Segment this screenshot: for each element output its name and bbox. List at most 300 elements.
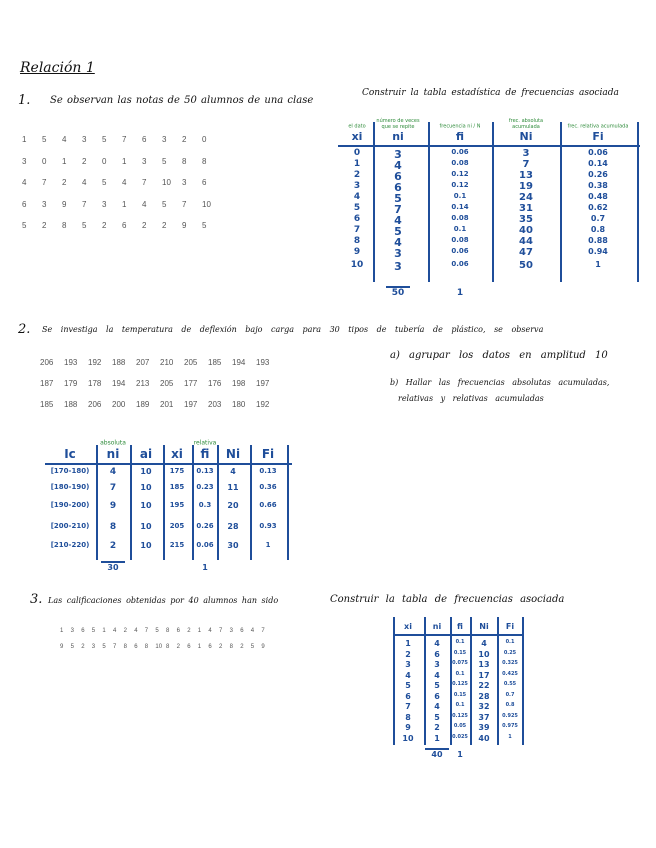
table-cell: 4 [109,467,117,477]
data-value: 192 [256,400,270,409]
column-header: Ni [479,622,489,631]
table-cell: 8 [109,522,117,532]
data-value: 10 [162,178,171,187]
table-cell: 195 [169,501,185,509]
table-cell: 0.06 [588,148,608,157]
table-cell: 47 [519,247,533,258]
data-value: 8 [229,644,233,650]
data-value: 5 [250,644,255,650]
data-value: 3 [42,199,47,209]
table-cell: [180-190) [50,483,90,491]
column-header: fi [457,622,463,631]
data-value: 10 [202,199,211,209]
table-cell: 0.975 [502,723,518,729]
table-cell: 3 [405,660,411,669]
data-value: 5 [91,628,96,634]
table-cell: [190-200) [50,501,90,509]
data-value: 2 [187,628,191,634]
table-cell: 0.26 [588,170,608,179]
table-cell: 0.62 [588,203,608,212]
data-value: 1 [197,644,202,650]
column-note: relativa [193,439,217,447]
table-cell: 5 [394,192,402,205]
table-cell: 0.94 [588,247,608,256]
table-cell: 10 [140,467,152,476]
data-value: 180 [232,400,246,409]
data-value: 3 [142,156,147,166]
data-value: 1 [197,628,202,634]
data-value: 194 [112,379,126,388]
table-cell: 185 [169,483,185,491]
table-cell: 10 [140,483,152,492]
data-value: 6 [240,628,244,634]
column-note: número de veces que se repite [376,118,420,130]
table-cell: 4 [394,214,402,227]
data-value: 0 [202,135,207,144]
data-value: 7 [219,628,223,634]
data-value: 185 [208,358,222,367]
table-cell: 0.1 [455,639,465,645]
column-divider [637,122,639,282]
table-cell: 4 [394,236,402,249]
column-header: Fi [505,622,515,631]
data-value: 2 [81,644,85,650]
table-cell: 0.36 [259,483,277,491]
data-value: 6 [22,199,27,209]
column-note: frecuencia ni / N [439,123,481,130]
data-value: 2 [182,135,187,144]
data-value: 5 [22,221,27,230]
table-cell: 2 [405,649,411,659]
column-divider [428,122,430,282]
total-fi: 1 [202,563,208,572]
table-cell: 1 [434,733,440,743]
data-value: 176 [208,379,222,388]
data-value: 6 [202,178,207,187]
data-value: 2 [176,644,180,650]
column-divider [560,122,562,282]
column-divider [522,617,524,745]
table-cell: 4 [394,159,402,172]
table-cell: 0.13 [259,467,277,475]
data-value: 8 [123,644,127,650]
table-cell: 6 [434,649,440,659]
data-value: 189 [136,400,150,409]
column-divider [130,445,132,560]
table-cell: 7 [405,702,411,711]
header-divider [393,634,524,636]
data-value: 9 [261,644,265,650]
data-value: 185 [40,400,54,409]
table-cell: 28 [227,522,239,531]
column-divider [470,617,472,745]
table-cell: 9 [405,723,411,732]
data-value: 7 [122,135,127,144]
data-value: 201 [160,400,174,409]
table-cell: 0.325 [502,660,518,666]
table-cell: 0.38 [588,181,608,190]
p3-statement: Las calificaciones obtenidas por 40 alumnos han sido [48,596,279,605]
table-cell: 2 [109,541,117,551]
data-value: 3 [102,199,107,209]
table-cell: 0.7 [505,691,515,698]
table-cell: 32 [478,702,490,711]
column-divider [492,122,494,282]
p3-number: 3. [30,592,43,607]
data-value: 5 [70,644,74,650]
table-cell: 40 [519,225,533,236]
total-ni: 30 [107,563,119,572]
data-value: 213 [136,379,150,388]
data-value: 2 [82,156,87,166]
table-cell: 6 [394,181,402,194]
data-value: 178 [88,379,102,388]
data-value: 188 [64,400,78,409]
p2-statement: Se investiga la temperatura de deflexión bajo carga para 30 tipos de tubería de plástico, se observa [42,325,544,334]
table-cell: 3 [394,148,402,161]
header-divider [45,463,292,465]
table-cell: 7 [522,159,530,170]
table-cell: 10 [140,501,152,510]
data-value: 2 [162,221,167,230]
table-cell: 13 [478,660,490,669]
table-cell: 0.26 [196,522,214,530]
data-value: 7 [82,199,87,209]
table-cell: 0.12 [451,170,469,178]
table-cell: 0.7 [590,214,606,223]
data-value: 197 [256,379,270,388]
table-cell: 4 [405,670,411,680]
table-cell: [210-220) [50,541,90,549]
table-cell: [170-180) [50,467,90,475]
column-header: fi [200,447,210,461]
column-divider [287,445,289,560]
column-note: el dato [348,123,366,130]
table-cell: 0.025 [452,733,468,740]
table-cell: 205 [169,522,185,530]
table-cell: 6 [405,691,411,701]
table-cell: 35 [519,214,533,225]
data-value: 6 [142,135,147,144]
table-cell: 6 [394,170,402,183]
table-cell: 8 [405,712,411,722]
data-value: 4 [22,178,27,187]
column-divider [192,445,194,560]
data-value: 4 [122,178,127,187]
table-cell: 3 [434,660,440,669]
table-cell: 39 [478,723,490,732]
table-cell: 5 [434,681,440,690]
table-cell: 0.1 [455,670,465,677]
data-value: 193 [256,358,270,367]
table-cell: 0.075 [452,660,468,666]
data-value: 192 [88,358,102,367]
data-value: 5 [155,628,159,634]
data-value: 2 [123,628,127,634]
table-cell: 2 [434,723,440,732]
column-header: xi [171,447,183,461]
column-header: ni [106,447,120,461]
table-cell: 44 [519,236,533,247]
data-value: 1 [62,156,67,166]
table-cell: 0.08 [451,236,469,244]
table-cell: 24 [519,192,533,203]
table-cell: 37 [478,712,490,722]
table-cell: 0.25 [503,649,517,656]
data-value: 4 [250,628,255,634]
data-value: 4 [208,628,212,634]
data-value: 8 [166,628,170,634]
data-value: 5 [82,221,87,230]
column-header: Ni [225,447,241,461]
table-cell: 0.08 [451,159,469,167]
table-cell: 10 [478,649,490,659]
data-value: 197 [184,400,198,409]
table-cell: 1 [265,541,271,549]
data-value: 3 [82,135,87,144]
table-cell: 0.06 [451,260,469,268]
table-cell: 1 [405,639,411,648]
data-value: 193 [64,358,78,367]
data-value: 210 [160,358,174,367]
data-value: 2 [240,644,244,650]
p2-task-a: a) agrupar los datos en amplitud 10 [390,350,608,361]
data-value: 1 [60,628,64,634]
data-value: 2 [142,221,147,230]
table-cell: 30 [227,541,239,550]
table-cell: 175 [169,467,185,475]
table-cell: 7 [109,483,117,493]
table-cell: 6 [434,691,440,701]
column-header: Ni [519,130,533,143]
data-value: 0 [102,156,107,166]
table-cell: 11 [227,483,239,492]
table-cell: 5 [405,681,411,690]
data-value: 5 [42,135,47,144]
table-cell: [200-210) [50,522,90,530]
table-cell: 5 [353,203,361,213]
table-cell: 0.06 [451,247,469,255]
column-divider [497,617,499,745]
data-value: 207 [136,358,150,367]
table-cell: 0.66 [259,501,277,509]
data-value: 9 [60,644,64,650]
data-value: 6 [208,644,212,650]
table-cell: 0.08 [451,214,469,222]
data-value: 1 [22,135,27,144]
table-cell: 0.3 [198,501,212,509]
data-value: 4 [113,628,117,634]
table-cell: 10 [350,260,364,270]
table-cell: 215 [169,541,185,549]
table-cell: 3 [394,260,402,273]
data-value: 205 [184,358,198,367]
data-value: 0 [42,156,47,166]
table-cell: 2 [353,170,361,180]
table-cell: 3 [522,148,530,159]
data-value: 5 [102,644,106,650]
data-value: 8 [166,644,170,650]
data-value: 194 [232,358,246,367]
data-value: 7 [142,178,147,187]
table-cell: 1 [595,260,601,269]
table-cell: 31 [519,203,533,214]
data-value: 5 [102,135,107,144]
data-value: 206 [40,358,54,367]
p2-task-b: b) Hallar las frecuencias absolutas acumuladas, [390,378,610,387]
table-cell: 0.93 [259,522,277,530]
table-cell: 10 [140,522,152,531]
data-value: 2 [219,644,223,650]
p3-task: Construir la tabla de frecuencias asociada [330,594,565,605]
data-value: 6 [176,628,180,634]
table-cell: 0.05 [453,723,467,729]
column-header: ai [139,447,153,461]
table-cell: 4 [434,670,440,680]
data-value: 3 [162,135,167,144]
table-cell: 3 [394,247,402,260]
data-value: 200 [112,400,126,409]
table-cell: 0.06 [451,148,469,156]
table-cell: 0.15 [453,649,467,656]
total-ni: 40 [431,750,443,759]
table-cell: 28 [478,691,490,701]
column-header: ni [432,622,442,631]
column-header: fi [455,130,465,143]
data-value: 3 [91,644,96,650]
data-value: 203 [208,400,222,409]
table-cell: 5 [434,712,440,722]
p1-task: Construir la tabla estadística de frecuencias asociada [362,88,619,98]
data-value: 198 [232,379,246,388]
table-cell: 4 [230,467,236,476]
data-value: 205 [160,379,174,388]
table-cell: 13 [519,170,533,181]
table-cell: 0.125 [452,681,468,687]
data-value: 7 [144,628,149,634]
table-cell: 10 [140,541,152,550]
table-cell: 7 [394,203,402,216]
column-divider [96,445,98,560]
table-cell: 0.88 [588,236,608,245]
total-fi: 1 [456,288,464,298]
column-divider [424,617,426,745]
table-cell: 0.1 [505,639,515,645]
table-cell: 0.12 [451,181,469,189]
column-divider [217,445,219,560]
data-value: 1 [122,199,127,209]
data-value: 3 [229,628,233,634]
data-value: 5 [162,199,167,209]
table-cell: 0.8 [590,225,606,234]
table-cell: 0.06 [196,541,214,549]
table-cell: 17 [478,670,490,680]
data-value: 9 [182,221,187,230]
data-value: 1 [122,156,127,166]
data-value: 5 [202,221,207,230]
table-cell: 0.8 [505,702,515,708]
page-title: Relación 1 [20,60,95,76]
data-value: 2 [42,221,47,230]
data-value: 3 [22,156,27,166]
total-ni: 50 [391,288,405,298]
column-header: Fi [261,447,275,461]
column-note: frec. absoluta acumulada [508,118,544,130]
data-value: 7 [42,178,47,187]
table-cell: 4 [434,639,440,648]
data-value: 8 [144,644,149,650]
table-cell: 10 [402,733,414,743]
data-value: 8 [62,221,67,230]
column-header: ni [392,130,404,143]
data-value: 206 [88,400,102,409]
column-header: xi [404,622,412,631]
table-cell: 9 [353,247,361,257]
table-cell: 0.14 [588,159,608,168]
table-cell: 4 [481,639,487,648]
table-cell: 0.1 [453,192,467,200]
table-cell: 0.15 [453,691,467,698]
table-cell: 0.925 [502,712,518,719]
table-cell: 0.14 [451,203,469,211]
data-value: 6 [81,628,85,634]
table-cell: 4 [434,702,440,711]
column-divider [373,122,375,282]
data-value: 3 [70,628,74,634]
data-value: 187 [40,379,54,388]
data-value: 4 [62,135,67,144]
data-value: 8 [182,156,187,166]
table-cell: 0.1 [455,702,465,708]
column-divider [393,617,395,745]
table-cell: 20 [227,501,239,510]
total-fi: 1 [457,750,463,759]
table-cell: 6 [353,214,361,224]
p1-number: 1. [18,93,31,108]
data-value: 7 [261,628,265,634]
data-value: 2 [102,221,107,230]
data-value: 4 [82,178,87,187]
table-cell: 0.23 [196,483,214,491]
column-header: xi [351,130,363,143]
column-note: frec. relativa acumulada [567,123,629,130]
table-cell: 22 [478,681,490,690]
column-note: absoluta [100,439,126,447]
data-value: 4 [142,199,147,209]
column-divider [163,445,165,560]
data-value: 6 [187,644,191,650]
data-value: 188 [112,358,126,367]
p2-number: 2. [18,322,31,337]
table-cell: 7 [353,225,361,235]
column-header: Ic [64,447,76,461]
table-cell: 1 [353,159,361,169]
data-value: 177 [184,379,198,388]
table-cell: 40 [478,733,490,743]
table-cell: 0.1 [453,225,467,233]
table-cell: 0 [353,148,361,158]
data-value: 1 [102,628,106,634]
data-value: 4 [134,628,138,634]
data-value: 5 [102,178,107,187]
data-value: 9 [62,199,67,209]
data-value: 179 [64,379,78,388]
table-cell: 0.48 [588,192,608,201]
column-header: Fi [592,130,604,143]
table-cell: 3 [353,181,361,191]
data-value: 10 [155,644,163,650]
table-cell: 8 [353,236,361,246]
